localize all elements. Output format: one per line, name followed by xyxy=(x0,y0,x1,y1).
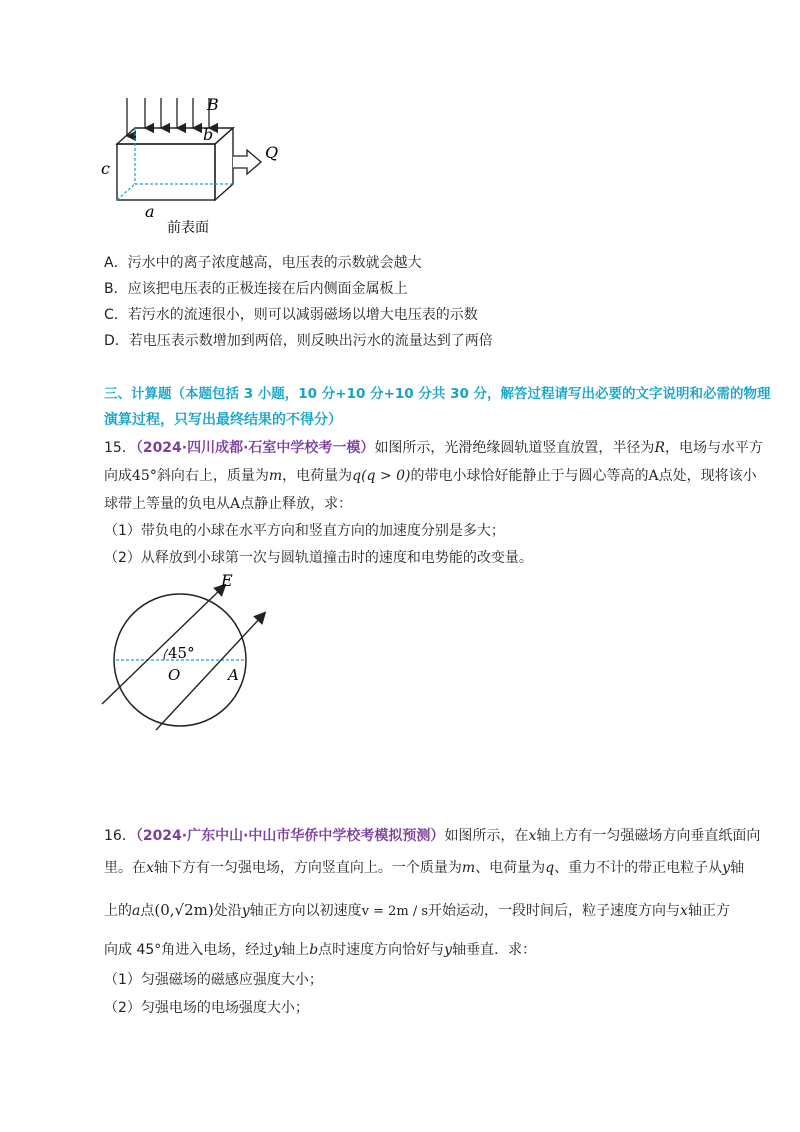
figure-circular-track xyxy=(98,572,278,742)
label-B: B xyxy=(207,95,219,114)
field-line-1 xyxy=(102,588,222,704)
q16-subquestion-2: （2）匀强电场的电场强度大小； xyxy=(104,1000,309,1016)
label-b: b xyxy=(203,125,214,144)
q15-line3: 球带上等量的负电从A点静止释放，求： xyxy=(104,496,353,512)
label-E: E xyxy=(221,572,233,590)
q16-line2: 里。在x轴下方有一匀强电场，方向竖直向上。一个质量为m、电荷量为q、重力不计的带正电粒子从y轴 xyxy=(104,860,745,876)
q15-line1: 15．（2024·四川成都·石室中学校考一模）如图所示，光滑绝缘圆轨道竖直放置，半径为R，电场与水平方 xyxy=(104,440,763,456)
q16-line4: 向成 45°角进入电场，经过y轴上b点时速度方向恰好与y轴垂直．求： xyxy=(104,942,537,958)
section-heading-line2: 演算过程，只写出最终结果的不得分） xyxy=(104,412,342,428)
q16-line3: 上的a点(0,√2m)处沿y轴正方向以初速度v = 2m / s开始运动，一段时间后，粒子速度方向与x轴正方 xyxy=(104,901,730,919)
question-source: （2024·广东中山·中山市华侨中学校考模拟预测） xyxy=(135,828,445,844)
option-b: B．应该把电压表的正极连接在后内侧面金属板上 xyxy=(104,281,408,297)
option-d: D．若电压表示数增加到两倍，则反映出污水的流量达到了两倍 xyxy=(104,333,493,349)
box-shape xyxy=(117,128,233,200)
label-Q: Q xyxy=(265,143,279,162)
q15-subquestion-2: （2）从释放到小球第一次与圆轨道撞击时的速度和电势能的改变量。 xyxy=(104,550,533,566)
q15-subquestion-1: （1）带负电的小球在水平方向和竖直方向的加速度分别是多大； xyxy=(104,523,505,539)
label-a: a xyxy=(145,202,155,221)
question-number: 16． xyxy=(104,828,136,844)
caption-front-face: 前表面 xyxy=(167,220,209,236)
magnetic-field-arrows xyxy=(127,98,209,136)
outflow-arrow xyxy=(233,150,261,174)
option-a: A．污水中的离子浓度越高，电压表的示数就会越大 xyxy=(104,255,422,271)
q15-line2: 向成45°斜向右上，质量为m，电荷量为q(q > 0)的带电小球恰好能静止于与圆心等高的A点处，现将该小 xyxy=(104,468,757,484)
question-number: 15． xyxy=(104,440,136,456)
option-c: C．若污水的流速很小，则可以减弱磁场以增大电压表的示数 xyxy=(104,307,478,323)
label-O: O xyxy=(168,666,181,684)
label-c: c xyxy=(101,159,110,178)
figure-flow-meter xyxy=(95,92,305,242)
question-source: （2024·四川成都·石室中学校考一模） xyxy=(135,440,375,456)
label-angle: 45° xyxy=(168,644,195,662)
section-heading-line1: 三、计算题（本题包括 3 小题，10 分+10 分+10 分共 30 分，解答过程请写出必要的文字说明和必需的物理 xyxy=(104,386,771,402)
q16-subquestion-1: （1）匀强磁场的磁感应强度大小； xyxy=(104,972,323,988)
q16-line1: 16．（2024·广东中山·中山市华侨中学校考模拟预测）如图所示，在x轴上方有一匀强磁场方向垂直纸面向 xyxy=(104,828,761,844)
label-A: A xyxy=(228,666,239,684)
